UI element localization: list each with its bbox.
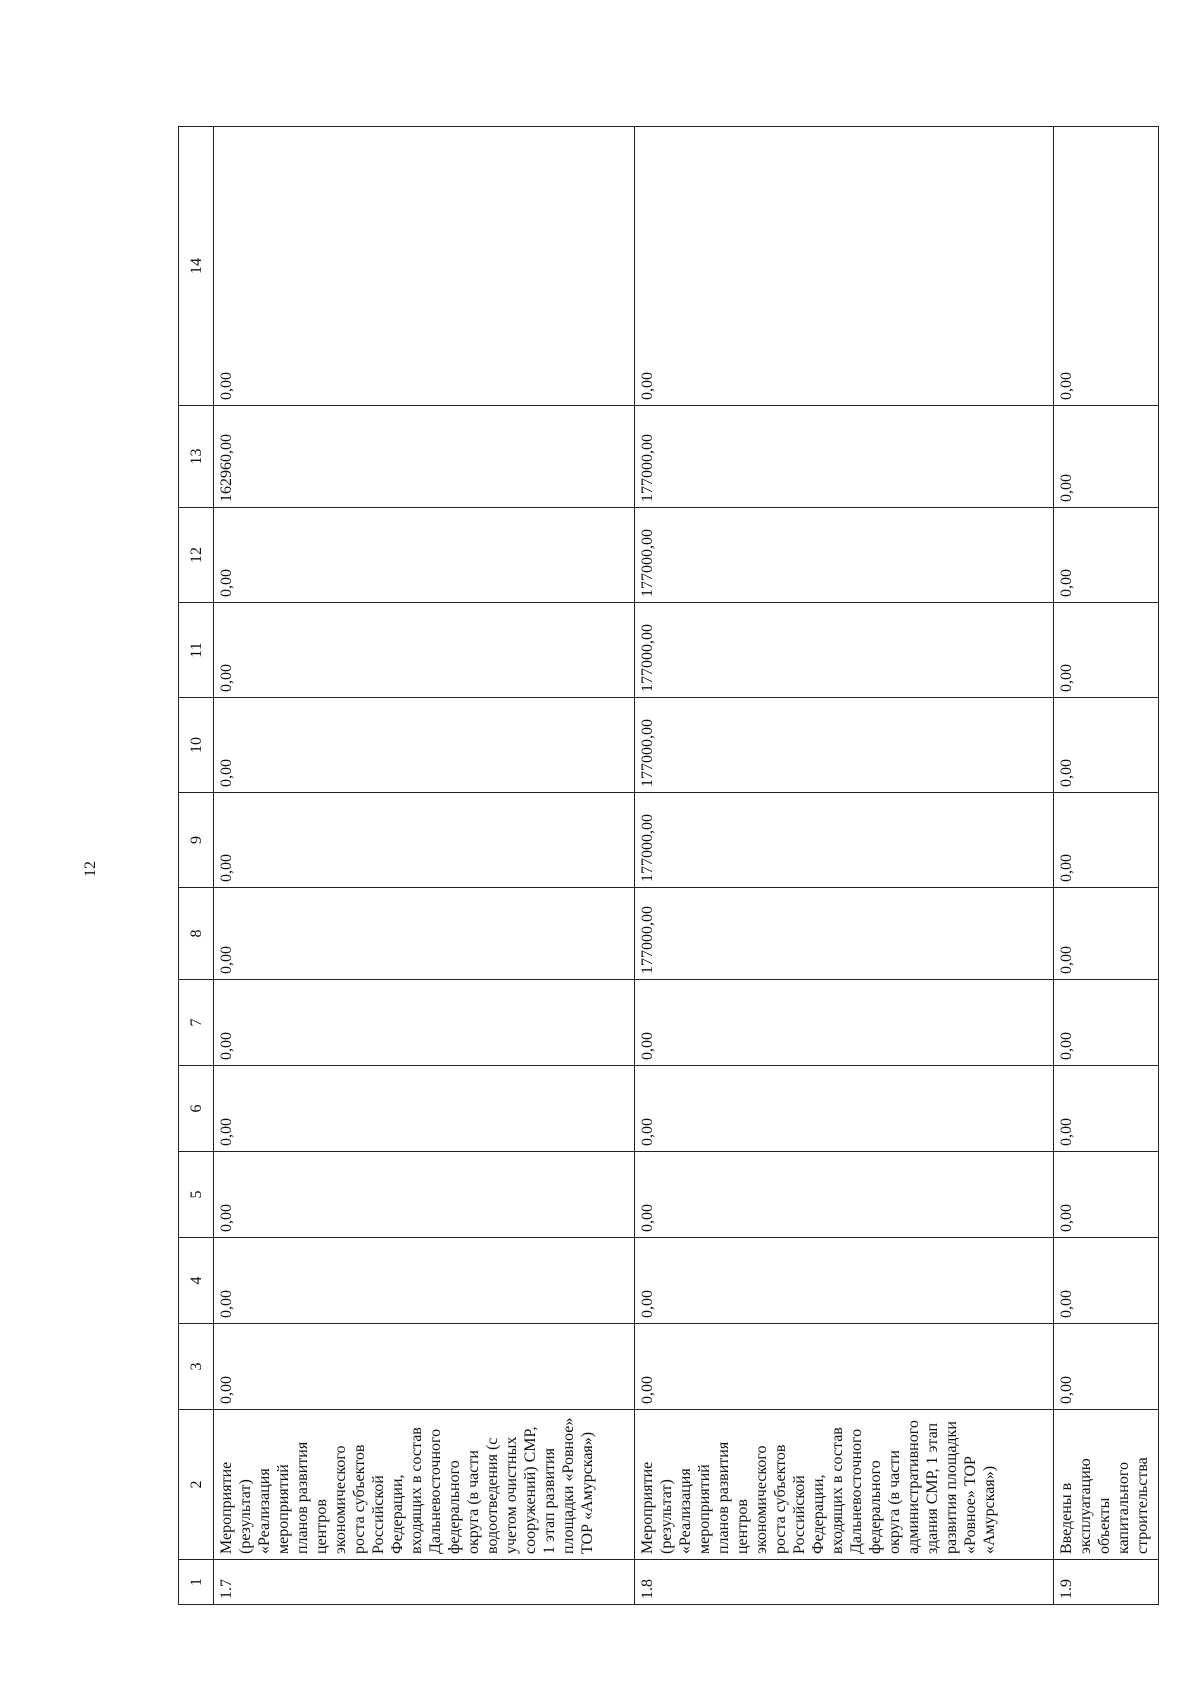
value-cell: 177000,00 xyxy=(635,698,1054,793)
value-cell: 0,00 xyxy=(635,127,1054,406)
header-cell: 4 xyxy=(179,1238,214,1324)
value-cell: 0,00 xyxy=(214,1324,635,1410)
value-cell: 0,00 xyxy=(214,980,635,1066)
value-cell: 0,00 xyxy=(1054,1238,1159,1324)
value-cell: 0,00 xyxy=(1054,980,1159,1066)
header-cell: 5 xyxy=(179,1152,214,1238)
row-description: Введены в эксплуатацию объекты капитального строительства xyxy=(1054,1410,1159,1560)
header-cell: 8 xyxy=(179,888,214,980)
header-cell: 7 xyxy=(179,980,214,1066)
value-cell: 177000,00 xyxy=(635,508,1054,603)
value-cell: 0,00 xyxy=(214,698,635,793)
table-row xyxy=(1054,127,1159,1605)
value-cell: 0,00 xyxy=(214,1238,635,1324)
value-cell: 177000,00 xyxy=(635,603,1054,698)
value-cell: 0,00 xyxy=(214,127,635,406)
row-description: Мероприятие (результат) «Реализация мероприятий планов развития центров экономического роста субъектов Российской Федерации, входящих в состав Дальневосточного федерального округа (в части административного здания СМР, 1 этап развития площадки «Ровное» ТОР «Амурская») xyxy=(635,1410,1054,1560)
value-cell: 0,00 xyxy=(1054,1324,1159,1410)
value-cell: 0,00 xyxy=(1054,603,1159,698)
value-cell: 177000,00 xyxy=(635,793,1054,888)
value-cell: 0,00 xyxy=(214,508,635,603)
value-cell: 0,00 xyxy=(1054,406,1159,508)
header-cell: 2 xyxy=(179,1410,214,1560)
header-cell: 9 xyxy=(179,793,214,888)
value-cell: 0,00 xyxy=(214,793,635,888)
header-cell: 13 xyxy=(179,406,214,508)
value-cell: 0,00 xyxy=(1054,1066,1159,1152)
row-description: Мероприятие (результат) «Реализация мероприятий планов развития центров экономического роста субъектов Российской Федерации, входящих в состав Дальневосточного федерального округа (в части водоотведения (с учетом очистных сооружений) СМР, 1 этап развития площадки «Ровное» ТОР «Амурская») xyxy=(214,1410,635,1560)
rotated-table-wrapper xyxy=(178,127,1151,1605)
value-cell: 0,00 xyxy=(214,1066,635,1152)
header-cell: 11 xyxy=(179,603,214,698)
value-cell: 0,00 xyxy=(1054,1152,1159,1238)
value-cell: 0,00 xyxy=(635,980,1054,1066)
value-cell: 0,00 xyxy=(635,1238,1054,1324)
value-cell: 0,00 xyxy=(1054,888,1159,980)
value-cell: 177000,00 xyxy=(635,888,1054,980)
value-cell: 0,00 xyxy=(1054,508,1159,603)
header-cell: 6 xyxy=(179,1066,214,1152)
value-cell: 0,00 xyxy=(635,1066,1054,1152)
header-row xyxy=(179,127,214,1605)
header-cell: 14 xyxy=(179,127,214,406)
table-row xyxy=(635,127,1054,1605)
financing-table xyxy=(178,126,1159,1605)
value-cell: 0,00 xyxy=(214,1152,635,1238)
value-cell: 0,00 xyxy=(1054,698,1159,793)
value-cell: 162960,00 xyxy=(214,406,635,508)
header-cell: 12 xyxy=(179,508,214,603)
value-cell: 0,00 xyxy=(1054,793,1159,888)
header-cell: 10 xyxy=(179,698,214,793)
row-id: 1.8 xyxy=(635,1560,1054,1605)
value-cell: 0,00 xyxy=(214,603,635,698)
row-id: 1.9 xyxy=(1054,1560,1159,1605)
value-cell: 0,00 xyxy=(635,1152,1054,1238)
row-id: 1.7 xyxy=(214,1560,635,1605)
value-cell: 0,00 xyxy=(635,1324,1054,1410)
header-cell: 3 xyxy=(179,1324,214,1410)
table-row xyxy=(214,127,635,1605)
value-cell: 0,00 xyxy=(1054,127,1159,406)
value-cell: 177000,00 xyxy=(635,406,1054,508)
page-number: 12 xyxy=(82,861,99,877)
value-cell: 0,00 xyxy=(214,888,635,980)
header-cell: 1 xyxy=(179,1560,214,1605)
